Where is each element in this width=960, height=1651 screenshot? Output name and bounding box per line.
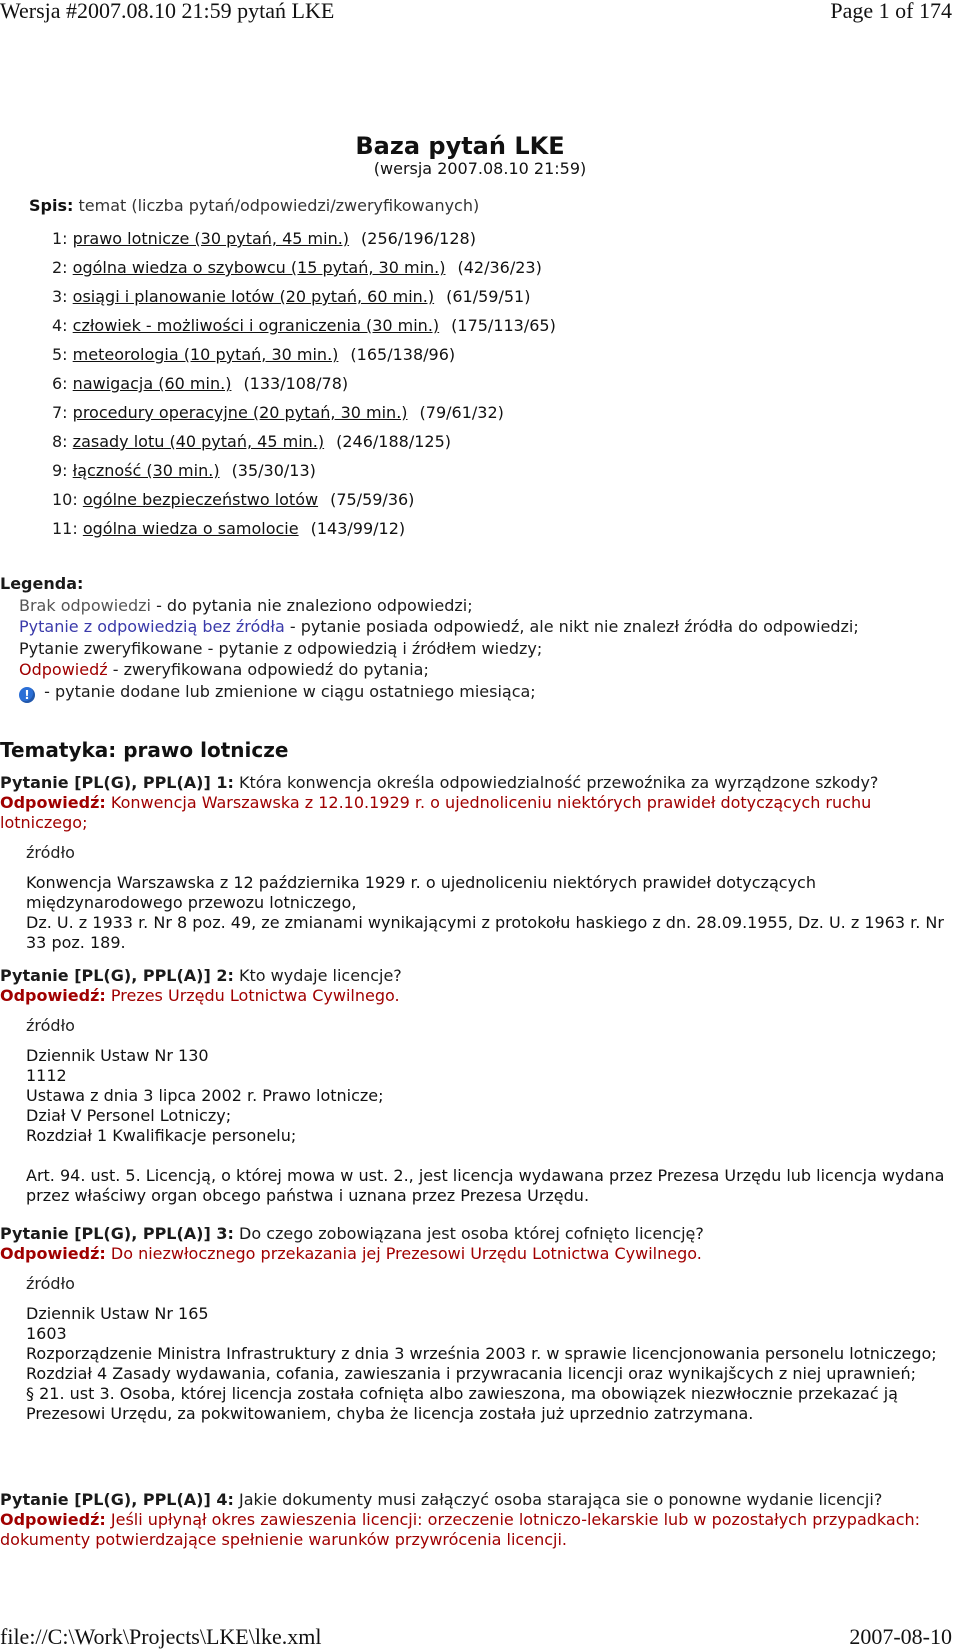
source-line: Konwencja Warszawska z 12 października 1929 r. o ujednoliceniu niektórych prawideł dotyczących międzynarodowego przewozu lotniczego, — [26, 873, 816, 912]
answer — [0, 1510, 950, 1550]
toc-link-czlowiek[interactable]: człowiek - możliwości i ograniczenia (30 min.) — [72, 316, 440, 335]
toc-link-samolot[interactable]: ogólna wiedza o samolocie — [82, 519, 299, 538]
toc-count: (175/113/65) — [451, 316, 556, 335]
legend — [0, 573, 859, 703]
document-title — [0, 132, 960, 180]
question — [0, 1224, 950, 1244]
toc-number: 3: — [52, 287, 68, 306]
toc-count: (35/30/13) — [231, 461, 316, 480]
header-version: Wersja #2007.08.10 21:59 pytań LKE — [0, 0, 335, 23]
toc-link-bezpieczenstwo[interactable]: ogólne bezpieczeństwo lotów — [82, 490, 319, 509]
toc-link-procedury[interactable]: procedury operacyjne (20 pytań, 30 min.) — [72, 403, 408, 422]
toc-link-szybowiec[interactable]: ogólna wiedza o szybowcu (15 pytań, 30 min.) — [72, 258, 446, 277]
toc-link-meteorologia[interactable]: meteorologia (10 pytań, 30 min.) — [72, 345, 339, 364]
legend-row-no-source — [0, 616, 859, 638]
source-text — [26, 1304, 950, 1424]
source-line: 1112 — [26, 1066, 67, 1085]
toc-count: (143/99/12) — [310, 519, 406, 538]
source-line: Art. 94. ust. 5. Licencją, o której mowa w ust. 2., jest licencja wydawana przez Prezesa Urzędu lub licencja wydana przez właściwy organ obcego państwa i uznana przez Prezesa Urzędu. — [26, 1166, 945, 1205]
toc-label: Spis: — [29, 196, 74, 215]
source-line: Dz. U. z 1933 r. Nr 8 poz. 49, ze zmianami wynikającymi z protokołu haskiego z dn. 28.09.1955, Dz. U. z 1963 r. Nr 33 poz. 189. — [26, 913, 944, 952]
toc-number: 8: — [52, 432, 68, 451]
title-version: (wersja 2007.08.10 21:59) — [373, 159, 587, 178]
question-text: Kto wydaje licencje? — [239, 966, 402, 985]
page-footer — [0, 1624, 952, 1650]
header-page-number: Page 1 of 174 — [830, 0, 952, 23]
legend-desc: - do pytania nie znaleziono odpowiedzi; — [150, 595, 473, 615]
answer-text: Prezes Urzędu Lotnictwa Cywilnego. — [110, 986, 400, 1005]
page-header — [0, 0, 952, 26]
question-block — [0, 966, 950, 1206]
toc-link-nawigacja[interactable]: nawigacja (60 min.) — [72, 374, 232, 393]
question-block — [0, 773, 950, 953]
toc-item — [52, 456, 556, 485]
source-line: Dziennik Ustaw Nr 165 — [26, 1304, 209, 1323]
toc-count: (42/36/23) — [457, 258, 542, 277]
answer-text: Jeśli upłynął okres zawieszenia licencji: orzeczenie lotniczo-lekarskie lub w pozostałych przypadkach: dokumenty potwierdzające spełnienie warunków przywrócenia licencji. — [0, 1510, 921, 1549]
toc-number: 11: — [52, 519, 78, 538]
legend-heading: Legenda: — [0, 574, 84, 593]
footer-file-path: file://C:\Work\Projects\LKE\lke.xml — [0, 1624, 322, 1649]
toc-item — [52, 485, 556, 514]
toc-item — [52, 282, 556, 311]
title-main: Baza pytań LKE — [355, 132, 565, 160]
question-label: Pytanie [PL(G), PPL(A)] 1: — [0, 773, 234, 792]
answer-text: Do niezwłocznego przekazania jej Prezesowi Urzędu Lotnictwa Cywilnego. — [110, 1244, 702, 1263]
toc-count: (79/61/32) — [419, 403, 504, 422]
source-line: 1603 — [26, 1324, 67, 1343]
answer-label: Odpowiedź: — [0, 793, 106, 812]
toc-number: 7: — [52, 403, 68, 422]
exclamation-icon: ! — [19, 687, 35, 703]
answer-label: Odpowiedź: — [0, 1510, 106, 1529]
toc-number: 2: — [52, 258, 68, 277]
toc-number: 6: — [52, 374, 68, 393]
toc-item — [52, 427, 556, 456]
toc-count: (75/59/36) — [330, 490, 415, 509]
source-toggle[interactable]: źródło — [26, 1016, 75, 1035]
toc-link-prawo-lotnicze[interactable]: prawo lotnicze (30 pytań, 45 min.) — [72, 229, 350, 248]
toc-number: 5: — [52, 345, 68, 364]
answer — [0, 793, 950, 833]
source-toggle[interactable]: źródło — [26, 1274, 75, 1293]
source-line: Dział V Personel Lotniczy; — [26, 1106, 232, 1125]
answer-label: Odpowiedź: — [0, 1244, 106, 1263]
source-line: Rozdział 4 Zasady wydawania, cofania, zawieszania i przywracania licencji oraz wynikajšcych z niej uprawnień; — [26, 1364, 917, 1383]
legend-row-no-answer — [0, 595, 859, 617]
toc-link-lacznosc[interactable]: łączność (30 min.) — [72, 461, 220, 480]
table-of-contents — [52, 224, 556, 543]
toc-number: 10: — [52, 490, 78, 509]
legend-row-verified: Pytanie zweryfikowane - pytanie z odpowiedzią i źródłem wiedzy; — [19, 638, 543, 658]
toc-item — [52, 311, 556, 340]
question-block — [0, 1224, 950, 1424]
question — [0, 966, 950, 986]
answer-text: Konwencja Warszawska z 12.10.1929 r. o ujednoliceniu niektórych prawideł dotyczących ruchu lotniczego; — [0, 793, 872, 832]
toc-count: (61/59/51) — [446, 287, 531, 306]
question-label: Pytanie [PL(G), PPL(A)] 4: — [0, 1490, 234, 1509]
spacer — [26, 1146, 950, 1166]
legend-row-new — [0, 681, 859, 703]
section-heading: Tematyka: prawo lotnicze — [0, 738, 289, 762]
toc-heading — [29, 196, 479, 215]
answer — [0, 986, 950, 1006]
toc-count: (133/108/78) — [243, 374, 349, 393]
answer — [0, 1244, 950, 1264]
source-text — [26, 1046, 950, 1206]
toc-count: (165/138/96) — [350, 345, 456, 364]
toc-item — [52, 514, 556, 543]
source-line: § 21. ust 3. Osoba, której licencja została cofnięta albo zawieszona, ma obowiązek niezwłocznie przekazać ją Prezesowi Urzędu, za pokwitowaniem, chyba że licencja została już uprzednio zatrzymana. — [26, 1384, 898, 1423]
legend-desc: - zweryfikowana odpowiedź do pytania; — [107, 660, 429, 679]
toc-link-zasady-lotu[interactable]: zasady lotu (40 pytań, 45 min.) — [72, 432, 325, 451]
source-line: Rozporządzenie Ministra Infrastruktury z dnia 3 września 2003 r. w sprawie licencjonowania personelu lotniczego; — [26, 1344, 937, 1363]
question-label: Pytanie [PL(G), PPL(A)] 2: — [0, 966, 234, 985]
question-text: Do czego zobowiązana jest osoba której cofnięto licencję? — [239, 1224, 704, 1243]
source-text — [26, 873, 950, 953]
answer-label: Odpowiedź: — [0, 986, 106, 1005]
toc-number: 9: — [52, 461, 68, 480]
toc-item — [52, 253, 556, 282]
question-text: Jakie dokumenty musi załączyć osoba starająca sie o ponowne wydanie licencji? — [239, 1490, 883, 1509]
toc-count: (246/188/125) — [336, 432, 451, 451]
toc-number: 4: — [52, 316, 68, 335]
toc-item — [52, 340, 556, 369]
toc-number: 1: — [52, 229, 68, 248]
legend-desc: - pytanie posiada odpowiedź, ale nikt nie znalezł źródła do odpowiedzi; — [284, 617, 859, 636]
source-line: Dziennik Ustaw Nr 130 — [26, 1046, 209, 1065]
toc-description: temat (liczba pytań/odpowiedzi/zweryfikowanych) — [78, 196, 480, 215]
question — [0, 773, 950, 793]
source-toggle[interactable]: źródło — [26, 843, 75, 862]
source-line: Rozdział 1 Kwalifikacje personelu; — [26, 1126, 297, 1145]
legend-row-answer — [0, 659, 859, 681]
question-text: Która konwencja określa odpowiedzialność przewoźnika za wyrządzone szkody? — [239, 773, 879, 792]
toc-item — [52, 369, 556, 398]
toc-item — [52, 398, 556, 427]
source-line: Ustawa z dnia 3 lipca 2002 r. Prawo lotnicze; — [26, 1086, 384, 1105]
legend-key: Odpowiedź — [19, 660, 108, 679]
toc-link-osiagi[interactable]: osiągi i planowanie lotów (20 pytań, 60 min.) — [72, 287, 435, 306]
legend-desc: - pytanie dodane lub zmienione w ciągu ostatniego miesiąca; — [39, 681, 536, 701]
question-label: Pytanie [PL(G), PPL(A)] 3: — [0, 1224, 234, 1243]
question — [0, 1490, 950, 1510]
toc-count: (256/196/128) — [361, 229, 476, 248]
footer-date: 2007-08-10 — [849, 1624, 952, 1649]
toc-item — [52, 224, 556, 253]
legend-key: Brak odpowiedzi — [19, 595, 151, 615]
legend-key: Pytanie z odpowiedzią bez źródła — [19, 617, 285, 636]
question-block — [0, 1490, 950, 1550]
